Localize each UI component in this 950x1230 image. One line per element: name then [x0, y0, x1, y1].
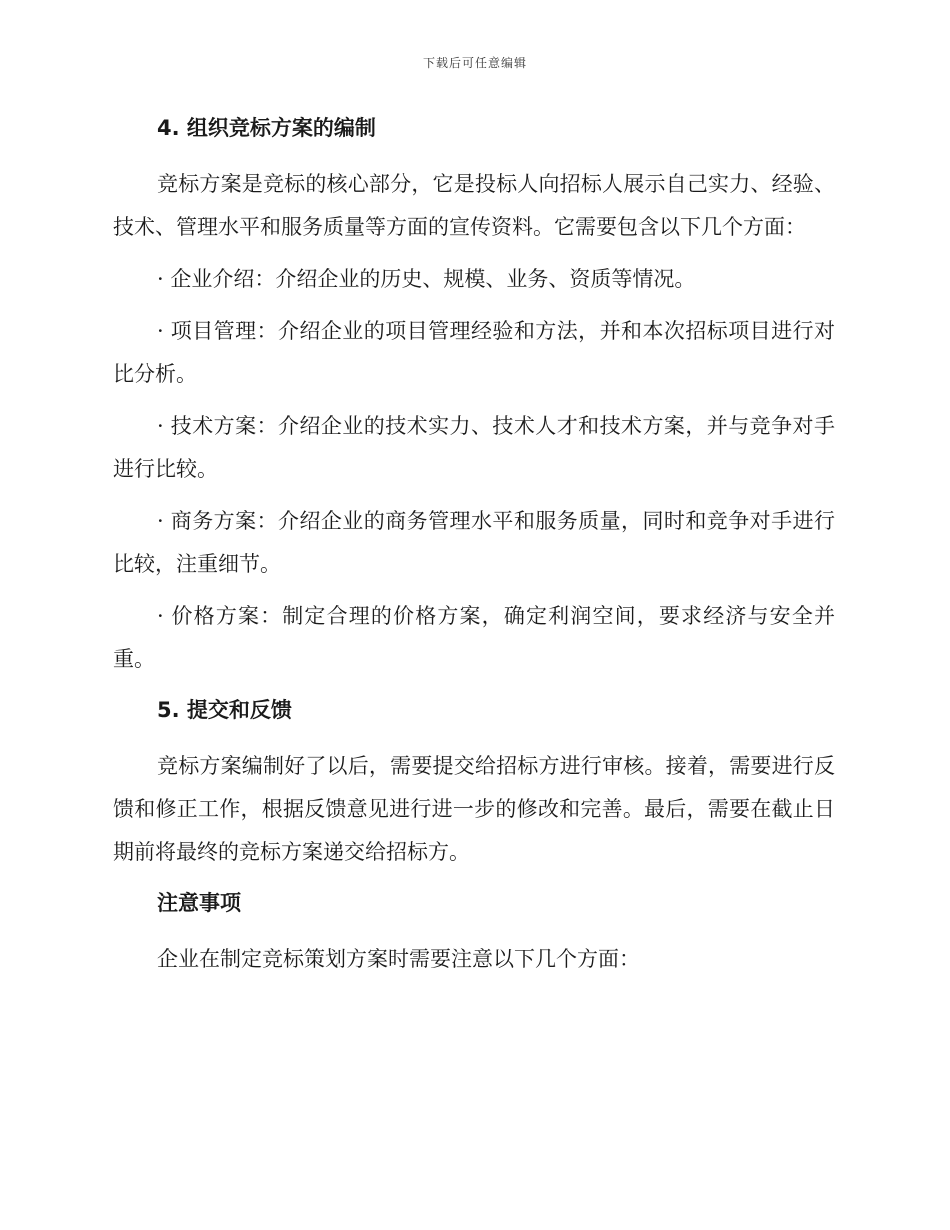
section-heading: 5. 提交和反馈	[157, 698, 292, 722]
body-paragraph: 企业在制定竞标策划方案时需要注意以下几个方面：	[157, 947, 640, 971]
section-heading: 4. 组织竞标方案的编制	[157, 116, 376, 140]
document-body	[113, 108, 835, 990]
section-heading: 注意事项	[157, 891, 241, 915]
bullet-item-business-plan: · 商务方案：介绍企业的商务管理水平和服务质量，同时和竞争对手进行比较，注重细节。	[113, 509, 835, 576]
bullet-item-project-management: · 项目管理：介绍企业的项目管理经验和方法，并和本次招标项目进行对比分析。	[113, 319, 835, 386]
bullet-item-price-plan: · 价格方案：制定合理的价格方案，确定利润空间，要求经济与安全并重。	[113, 604, 835, 671]
page-header: 下载后可任意编辑	[422, 56, 527, 70]
body-paragraph: 竞标方案是竞标的核心部分，它是投标人向招标人展示自己实力、经验、技术、管理水平和服务质量等方面的宣传资料。它需要包含以下几个方面：	[113, 172, 835, 239]
bullet-item-technical-plan: · 技术方案：介绍企业的技术实力、技术人才和技术方案，并与竞争对手进行比较。	[113, 414, 835, 481]
body-paragraph: 竞标方案编制好了以后，需要提交给招标方进行审核。接着，需要进行反馈和修正工作，根据反馈意见进行进一步的修改和完善。最后，需要在截止日期前将最终的竞标方案递交给招标方。	[113, 754, 835, 864]
bullet-item-company-intro: · 企业介绍：介绍企业的历史、规模、业务、资质等情况。	[157, 267, 696, 291]
